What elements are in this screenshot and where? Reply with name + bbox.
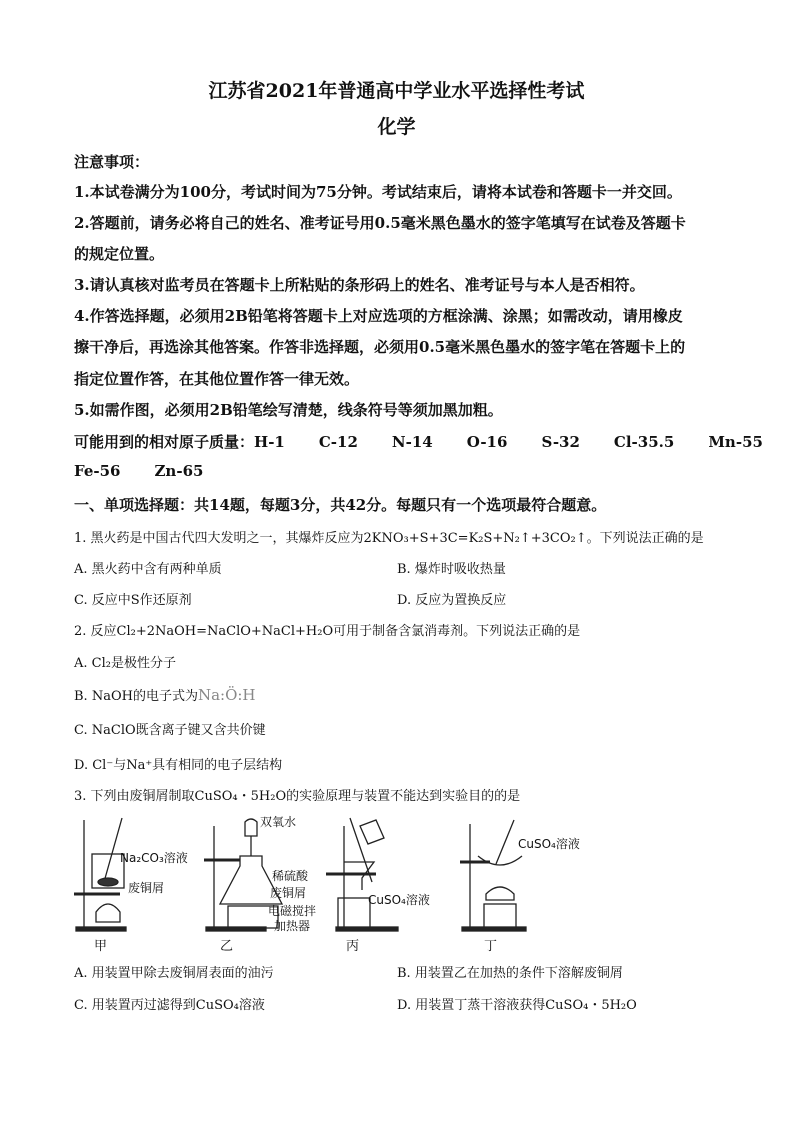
q2-option-d: D. Cl⁻与Na⁺具有相同的电子层结构	[74, 758, 283, 773]
label-jia: 甲	[94, 939, 108, 954]
q2-option-b-text: B. NaOH的电子式为	[74, 689, 198, 704]
label-ding: 丁	[484, 939, 498, 954]
note-line: 5.如需作图，必须用2B铅笔绘写清楚，线条符号等须加黑加粗。	[74, 401, 503, 419]
note-line: 4.作答选择题，必须用2B铅笔将答题卡上对应选项的方框涂满、涂黑；如需改动，请用橡皮	[74, 307, 683, 325]
q2-option-a: A. Cl₂是极性分子	[74, 656, 176, 671]
apparatus-yi	[204, 814, 316, 954]
subject-title: 化学	[377, 116, 416, 138]
q2-option-c: C. NaClO既含离子键又含共价键	[74, 723, 266, 738]
apparatus-ding	[460, 820, 580, 954]
atomic-mass: N-14	[391, 433, 433, 451]
note-line: 指定位置作答，在其他位置作答一律无效。	[74, 370, 360, 388]
q3-option-d: D. 用装置丁蒸干溶液获得CuSO₄・5H₂O	[397, 998, 637, 1013]
q1-option-d: D. 反应为置换反应	[397, 593, 507, 608]
label-stirrer: 电磁搅拌	[268, 904, 317, 918]
q1-option-a: A. 黑火药中含有两种单质	[74, 562, 222, 577]
atomic-mass-line-2	[74, 462, 203, 480]
note-line: 擦干净后，再选涂其他答案。作答非选择题，必须用0.5毫米黑色墨水的签字笔在答题卡上的	[74, 338, 686, 356]
apparatus-figure	[60, 812, 620, 954]
q3-stem: 3. 下列由废铜屑制取CuSO₄・5H₂O的实验原理与装置不能达到实验目的的是	[74, 789, 521, 804]
atomic-mass: Cl-35.5	[613, 433, 675, 451]
atomic-mass: Fe-56	[74, 462, 121, 480]
label-cuso4: CuSO₄溶液	[518, 837, 580, 851]
q1-option-c: C. 反应中S作还原剂	[74, 593, 192, 608]
exam-title: 江苏省2021年普通高中学业水平选择性考试	[208, 80, 585, 102]
label-scrap: 废铜屑	[270, 886, 307, 900]
label-cuso4: CuSO₄溶液	[368, 893, 430, 907]
note-line: 的规定位置。	[74, 245, 165, 263]
atomic-mass-line	[74, 431, 763, 452]
section-heading: 一、单项选择题：共14题，每题3分，共42分。每题只有一个选项最符合题意。	[74, 496, 607, 514]
apparatus-jia	[74, 818, 188, 954]
atomic-mass: O-16	[466, 433, 508, 451]
q1-stem: 1. 黑火药是中国古代四大发明之一，其爆炸反应为2KNO₃+S+3C=K₂S+N₂↑+3CO₂↑。下列说法正确的是	[74, 531, 704, 546]
atomic-mass: Mn-55	[708, 433, 763, 451]
q3-option-b: B. 用装置乙在加热的条件下溶解废铜屑	[397, 966, 623, 981]
notes-heading: 注意事项：	[74, 153, 150, 171]
label-h2so4: 稀硫酸	[272, 869, 309, 883]
label-heater: 加热器	[274, 919, 311, 933]
atomic-mass: C-12	[318, 433, 358, 451]
label-bing: 丙	[346, 939, 360, 954]
apparatus-bing	[326, 818, 430, 954]
label-h2o2: 双氧水	[260, 815, 297, 829]
electron-formula: Na:Ö:H	[197, 686, 256, 704]
note-line: 1.本试卷满分为100分，考试时间为75分钟。考试结束后，请将本试卷和答题卡一并交回。	[74, 183, 682, 201]
atomic-mass: Zn-65	[154, 462, 204, 480]
q3-option-c: C. 用装置丙过滤得到CuSO₄溶液	[74, 998, 265, 1013]
note-line: 2.答题前，请务必将自己的姓名、准考证号用0.5毫米黑色墨水的签字笔填写在试卷及答题卡	[74, 214, 686, 232]
q2-stem: 2. 反应Cl₂+2NaOH=NaClO+NaCl+H₂O可用于制备含氯消毒剂。下列说法正确的是	[74, 624, 581, 639]
atomic-mass: H-1	[254, 433, 285, 451]
label-scrap: 废铜屑	[128, 881, 165, 895]
label-yi: 乙	[220, 939, 234, 954]
atomic-mass-label: 可能用到的相对原子质量：	[74, 433, 255, 451]
q2-option-b	[74, 685, 256, 704]
atomic-mass: S-32	[541, 433, 580, 451]
q3-option-a: A. 用装置甲除去废铜屑表面的油污	[74, 966, 274, 981]
note-line: 3.请认真核对监考员在答题卡上所粘贴的条形码上的姓名、准考证号与本人是否相符。	[74, 276, 645, 294]
q1-option-b: B. 爆炸时吸收热量	[397, 562, 506, 577]
label-na2co3: Na₂CO₃溶液	[120, 851, 188, 865]
